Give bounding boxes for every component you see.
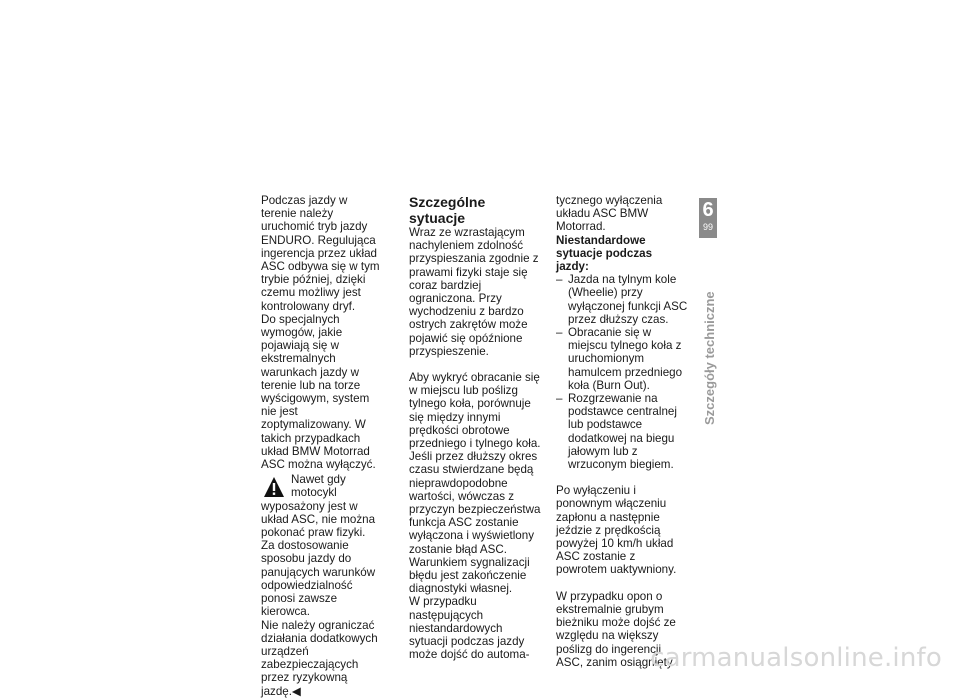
warning-note	[261, 473, 381, 618]
paragraph: Wraz ze wzrastającym nachyleniem zdolność przyspieszania zgodnie z prawami fizyki staje się coraz bardziej ograniczona. Przy wychodzeniu z bardzo ostrych zakrętów może pojawić się opóźnione przyspieszenie.	[409, 226, 539, 358]
watermark: carmanualsonline.info	[650, 643, 942, 673]
paragraph: Do specjalnych wymogów, jakie pojawiają się w ekstremalnych warunkach jazdy w terenie lub na torze wyścigowym, system nie jest zoptymalizowany. W takich przypadkach układ BMW Motorrad ASC można wyłączyć.	[261, 312, 376, 472]
paragraph: tycznego wyłączenia układu ASC BMW Motorrad.	[556, 194, 663, 234]
paragraph: Nie należy ograniczać działania dodatkowych urządzeń zabezpieczających przez ryzykowną jazdę.◀	[261, 618, 378, 698]
chapter-number: 6	[702, 199, 714, 221]
list-item: – Obracanie się w miejscu tylnego koła z uruchomionym hamulcem przedniego koła (Burn Out).	[556, 326, 688, 392]
list-item: – Jazda na tylnym kole (Wheelie) przy wyłączonej funkcji ASC przez dłuższy czas.	[556, 273, 688, 326]
situation-list	[556, 273, 688, 471]
text-column-1	[261, 194, 381, 698]
warning-text: Nawet gdy motocykl wyposażony jest w układ ASC, nie można pokonać praw fizyki. Za dostosowanie sposobu jazdy do panujących warunków odpowiedzialność ponosi zawsze kierowca.	[261, 473, 376, 619]
paragraph: Aby wykryć obracanie się w miejscu lub poślizg tylnego koła, porównuje się między innymi prędkości obrotowe przedniego i tylnego koła. Jeśli przez dłuższy okres czasu stwierdzane będą nieprawdopodobne wartości, wówczas z przyczyn bezpieczeństwa funkcja ASC zostanie wyłączona i wyświetlony zostanie błąd ASC. Warunkiem sygnalizacji błędu jest zakończenie diagnostyki własnej.	[409, 371, 541, 596]
paragraph: Po wyłączeniu i ponownym włączeniu zapłonu a następnie jeździe z prędkością powyżej 10 km/h układ ASC zostanie z powrotem uaktywniony.	[556, 484, 677, 577]
page-number: 99	[702, 222, 713, 232]
paragraph: W przypadku następujących niestandardowych sytuacji podczas jazdy może dojść do automa-	[409, 595, 530, 662]
text-column-3	[556, 194, 688, 669]
warning-triangle-icon	[263, 475, 285, 499]
section-heading: Szczególne sytuacje	[409, 194, 486, 226]
paragraph: W przypadku opon o ekstremalnie grubym bieżniku może dojść ze względu na większy poślizg do ingerencji ASC, zanim osiągnięty	[556, 589, 676, 669]
side-chapter-title: Szczegóły techniczne	[702, 291, 717, 425]
chapter-tab	[699, 198, 717, 238]
sub-heading: Niestandardowe sytuacje podczas jazdy:	[556, 233, 653, 274]
list-item: – Rozgrzewanie na podstawce centralnej lub podstawce dodatkowej na biegu jałowym lub z wrzuconym biegiem.	[556, 392, 688, 471]
paragraph: Podczas jazdy w terenie należy uruchomić tryb jazdy ENDURO. Regulująca ingerencja przez układ ASC odbywa się w tym trybie później, dzięki czemu możliwy jest kontrolowany dryf.	[261, 194, 380, 313]
text-column-2	[409, 194, 544, 662]
